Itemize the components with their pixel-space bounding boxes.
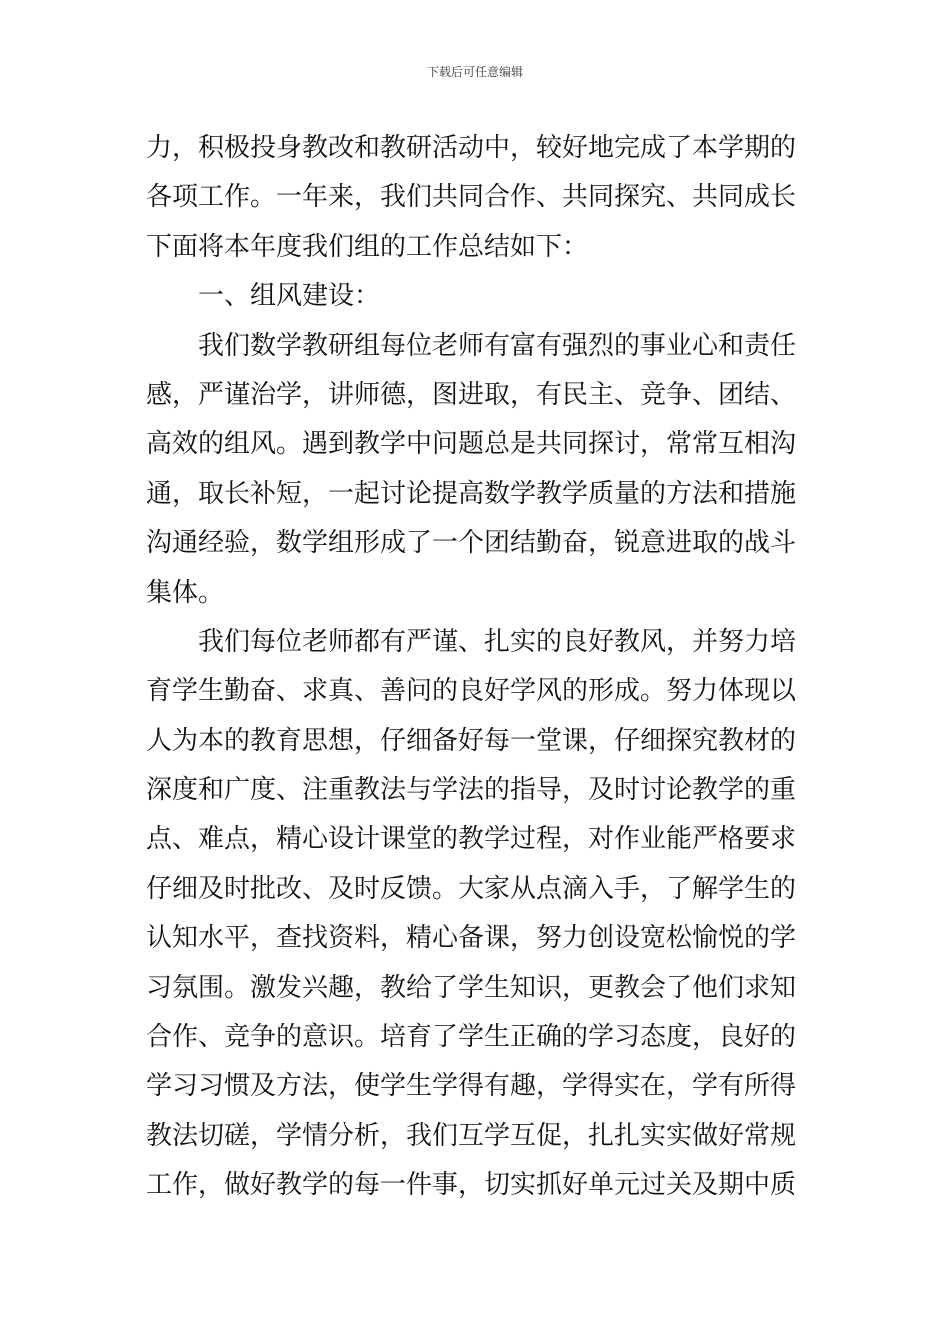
text-line: 人为本的教育思想，仔细备好每一堂课，仔细探究教材的: [146, 725, 797, 756]
document-body: [146, 124, 810, 1211]
text-line: 高效的组风。遇到教学中问题总是共同探讨，常常互相沟: [146, 429, 797, 460]
text-line: 习氛围。激发兴趣，教给了学生知识，更教会了他们求知: [146, 972, 797, 1003]
text-line: 工作，做好教学的每一件事，切实抓好单元过关及期中质: [146, 1170, 797, 1201]
text-line: 各项工作。一年来，我们共同合作、共同探究、共同成长: [146, 182, 797, 213]
text-line: 深度和广度、注重教法与学法的指导，及时讨论教学的重: [146, 775, 797, 806]
text-line: 教法切磋，学情分析，我们互学互促，扎扎实实做好常规: [146, 1120, 797, 1151]
text-line: 力，积极投身教改和教研活动中，较好地完成了本学期的: [146, 133, 797, 163]
text-line: 合作、竞争的意识。培育了学生正确的学习态度，良好的: [146, 1022, 797, 1053]
text-line: 集体。: [146, 577, 225, 608]
page-header-note: 下载后可任意编辑: [426, 65, 523, 79]
text-line: 点、难点，精心设计课堂的教学过程，对作业能严格要求: [146, 824, 797, 855]
text-line: 感，严谨治学，讲师德，图进取，有民主、竞争、团结、: [146, 379, 797, 410]
text-line: 仔细及时批改、及时反馈。大家从点滴入手，了解学生的: [146, 873, 797, 904]
text-line: 沟通经验，数学组形成了一个团结勤奋，锐意进取的战斗: [146, 528, 797, 559]
text-line: 下面将本年度我们组的工作总结如下：: [146, 231, 589, 262]
text-line: 通，取长补短，一起讨论提高数学教学质量的方法和措施: [146, 478, 797, 509]
text-line: 学习习惯及方法，使学生学得有趣，学得实在，学有所得: [146, 1071, 797, 1102]
text-line: 一、组风建设：: [198, 281, 381, 312]
text-line: 我们每位老师都有严谨、扎实的良好教风，并努力培: [198, 626, 797, 657]
text-line: 认知水平，查找资料，精心备课，努力创设宽松愉悦的学: [146, 923, 797, 954]
text-line: 育学生勤奋、求真、善问的良好学风的形成。努力体现以: [146, 676, 797, 707]
text-line: 我们数学教研组每位老师有富有强烈的事业心和责任: [198, 330, 797, 361]
